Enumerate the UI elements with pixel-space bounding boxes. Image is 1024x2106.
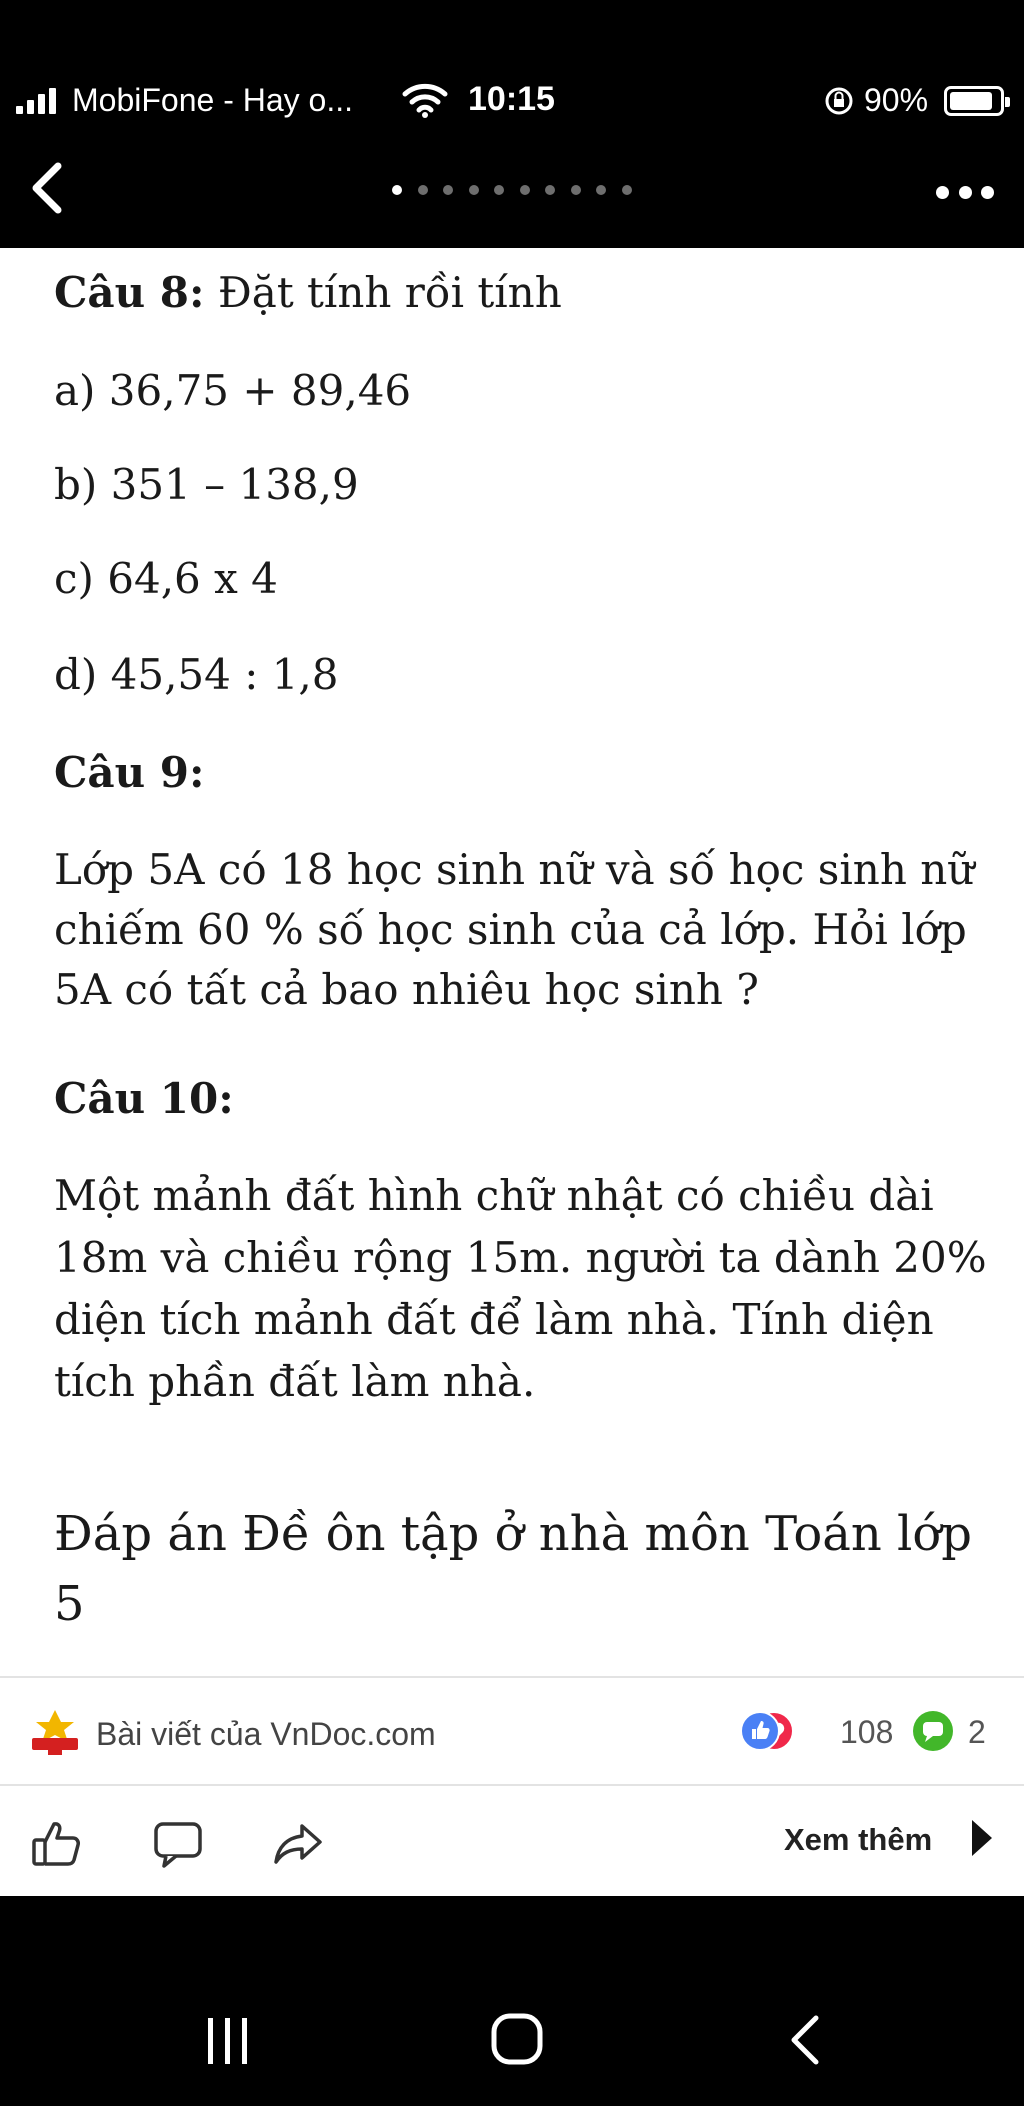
comment-count[interactable]: 2 bbox=[968, 1714, 986, 1750]
question-9-heading bbox=[54, 748, 205, 797]
wifi-icon bbox=[402, 82, 448, 118]
question-10-heading bbox=[54, 1074, 234, 1123]
question-8-heading bbox=[54, 268, 562, 317]
page-dot bbox=[571, 185, 581, 195]
nav-bar bbox=[0, 160, 1024, 248]
android-back-icon[interactable] bbox=[786, 2014, 822, 2066]
question-9-label: Câu 9: bbox=[54, 748, 205, 797]
answer-heading-line-2: 5 bbox=[54, 1576, 85, 1632]
reaction-count[interactable]: 108 bbox=[840, 1714, 894, 1750]
comment-bubble-icon[interactable] bbox=[148, 1814, 208, 1874]
question-8-title: Đặt tính rồi tính bbox=[204, 268, 562, 317]
question-8-item-b: b) 351 – 138,9 bbox=[54, 460, 359, 509]
home-icon[interactable] bbox=[490, 2012, 544, 2066]
play-arrow-icon[interactable] bbox=[966, 1816, 996, 1860]
page-indicator bbox=[392, 184, 632, 196]
page-dot bbox=[596, 185, 606, 195]
question-10-line-2: 18m và chiều rộng 15m. người ta dành 20% bbox=[54, 1233, 987, 1282]
back-chevron-icon[interactable] bbox=[18, 160, 78, 220]
page-dot bbox=[494, 185, 504, 195]
post-action-bar bbox=[0, 1786, 1024, 1896]
carrier-name: MobiFone - Hay o... bbox=[72, 82, 353, 118]
signal-strength-icon bbox=[16, 88, 64, 114]
page-dot bbox=[418, 185, 428, 195]
page-dot bbox=[520, 185, 530, 195]
question-10-label: Câu 10: bbox=[54, 1074, 234, 1123]
question-9-line-3: 5A có tất cả bao nhiêu học sinh ? bbox=[54, 965, 759, 1014]
question-8-item-a: a) 36,75 + 89,46 bbox=[54, 366, 412, 415]
comment-count-icon[interactable] bbox=[912, 1710, 954, 1752]
rotation-lock-icon bbox=[824, 86, 854, 116]
question-8-item-d: d) 45,54 : 1,8 bbox=[54, 650, 339, 699]
vndoc-logo-icon bbox=[30, 1708, 80, 1756]
page-dot bbox=[392, 185, 402, 195]
question-8-item-c: c) 64,6 x 4 bbox=[54, 554, 278, 603]
answer-heading-line-1: Đáp án Đề ôn tập ở nhà môn Toán lớp bbox=[54, 1506, 973, 1562]
page-dot bbox=[443, 185, 453, 195]
question-9-line-1: Lớp 5A có 18 học sinh nữ và số học sinh nữ bbox=[54, 845, 975, 894]
post-source-bar bbox=[0, 1676, 1024, 1786]
android-navigation-bar bbox=[0, 1896, 1024, 2106]
battery-percent: 90% bbox=[864, 82, 929, 118]
status-time: 10:15 bbox=[468, 80, 555, 118]
share-arrow-icon[interactable] bbox=[268, 1814, 328, 1874]
page-dot bbox=[622, 185, 632, 195]
question-10-line-4: tích phần đất làm nhà. bbox=[54, 1357, 536, 1406]
battery-icon bbox=[944, 86, 1004, 116]
question-8-label: Câu 8: bbox=[54, 268, 205, 317]
reaction-like-love-icon[interactable] bbox=[740, 1708, 794, 1754]
like-thumb-icon[interactable] bbox=[28, 1814, 88, 1874]
article-content bbox=[0, 248, 1024, 1676]
page-dot bbox=[469, 185, 479, 195]
question-10-line-1: Một mảnh đất hình chữ nhật có chiều dài bbox=[54, 1171, 934, 1220]
recent-apps-icon[interactable] bbox=[206, 2018, 250, 2064]
post-source-text[interactable]: Bài viết của VnDoc.com bbox=[96, 1716, 436, 1752]
status-bar bbox=[0, 0, 1024, 160]
more-options-icon[interactable] bbox=[936, 180, 994, 204]
question-10-line-3: diện tích mảnh đất để làm nhà. Tính diện bbox=[54, 1295, 934, 1344]
page-dot bbox=[545, 185, 555, 195]
see-more-link[interactable]: Xem thêm bbox=[784, 1822, 933, 1857]
question-9-line-2: chiếm 60 % số học sinh của cả lớp. Hỏi lớp bbox=[54, 905, 967, 954]
